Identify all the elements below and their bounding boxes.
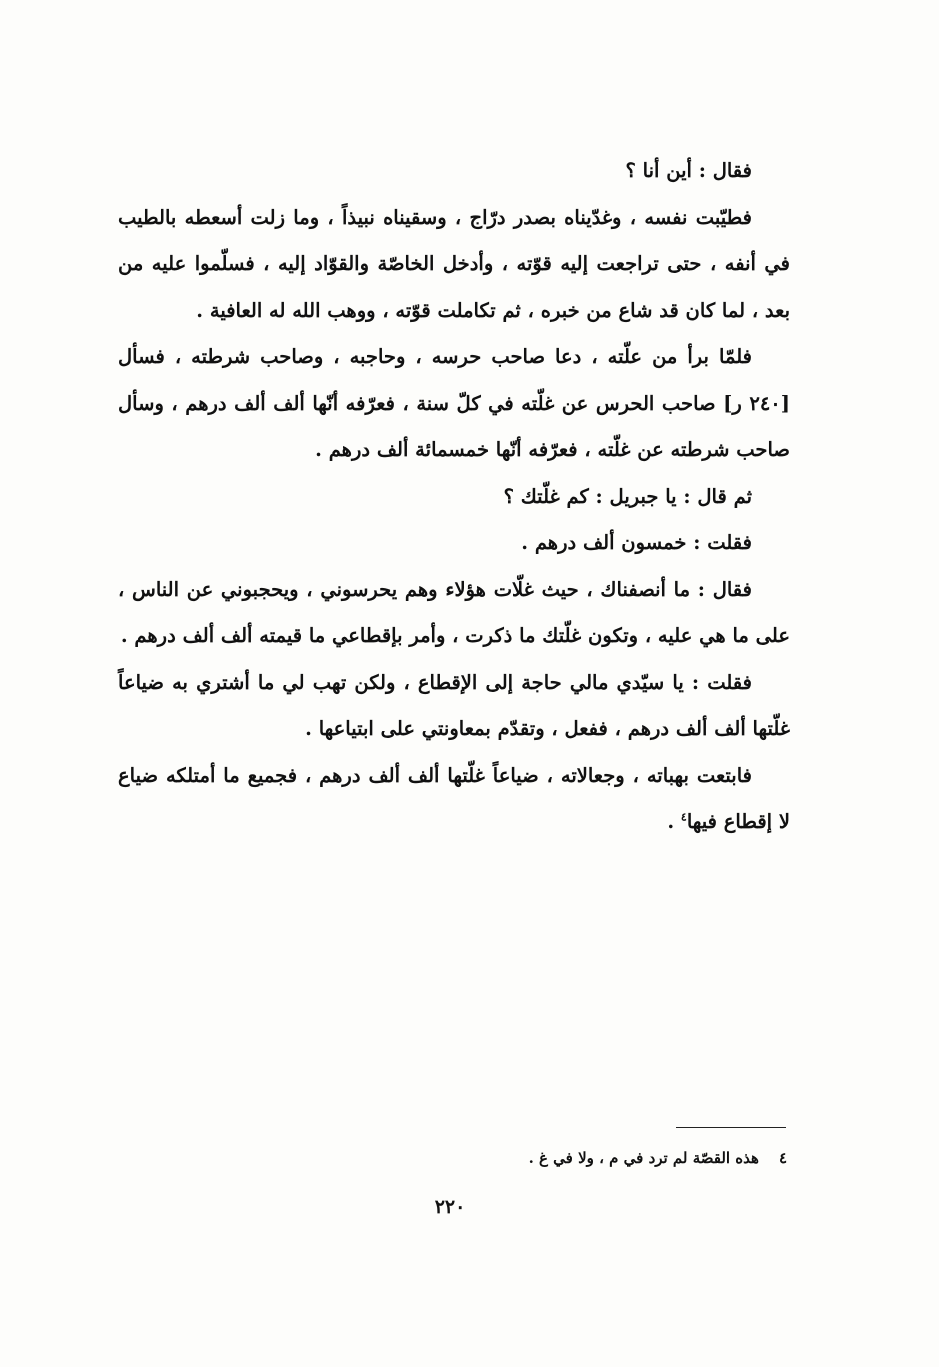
paragraph-8-text: فابتعت بهباته ، وجعالاته ، ضياعاً غلّتها ألف ألف درهم ، فجميع ما أمتلكه ضياع لا إقطاع فيها: [118, 763, 790, 833]
paragraph-4: ثم قال : يا جبريل : كم غلّتك ؟: [503, 484, 752, 508]
paragraph-3: فلمّا برأ من علّته ، دعا صاحب حرسه ، وحاجبه ، وصاحب شرطته ، فسأل [٢٤٠ ر] صاحب الحرس عن غلّته في كلّ سنة ، فعرّفه أنّها ألف ألف درهم ، وسأل صاحب شرطته عن غلّته ، فعرّفه أنّها خمسمائة ألف درهم .: [118, 345, 790, 461]
paragraph-7: فقلت : يا سيّدي مالي حاجة إلى الإقطاع ، ولكن تهب لي ما أشتري به ضياعاً غلّتها ألف ألف درهم ، ففعل ، وتقدّم بمعاونتي على ابتياعها .: [118, 670, 790, 740]
page-number: ٢٢٠: [434, 1196, 466, 1218]
footnote-separator: [676, 1127, 786, 1128]
paragraph-5: فقلت : خمسون ألف درهم .: [521, 531, 752, 554]
footnote-number: ٤: [778, 1149, 787, 1167]
main-text: [118, 148, 790, 846]
paragraph-8-end: .: [667, 810, 681, 833]
paragraph-2: فطيّبت نفسه ، وغدّيناه بصدر درّاج ، وسقيناه نبيذاً ، وما زلت أسعطه بالطيب في أنفه ، حتى تراجعت إليه قوّته ، وأدخل الخاصّة والقوّاد إليه ، فسلّموا عليه من بعد ، لما كان قد شاع من خبره ، ثم تكاملت قوّته ، ووهب الله له العافية .: [118, 205, 790, 322]
paragraph-6: فقال : ما أنصفناك ، حيث غلّات هؤلاء وهم يحرسوني ، ويحجبوني عن الناس ، على ما هي عليه ، وتكون غلّتك ما ذكرت ، وأمر بإقطاعي ما قيمته ألف ألف درهم .: [118, 577, 790, 647]
footnote-text: هذه القصّة لم ترد في م ، ولا في غ .: [528, 1149, 759, 1167]
paragraph-1: فقال : أين أنا ؟: [625, 159, 752, 182]
footnote: [529, 1146, 787, 1170]
paragraph-8: [118, 753, 790, 846]
footnote-reference: ٤: [680, 810, 687, 824]
